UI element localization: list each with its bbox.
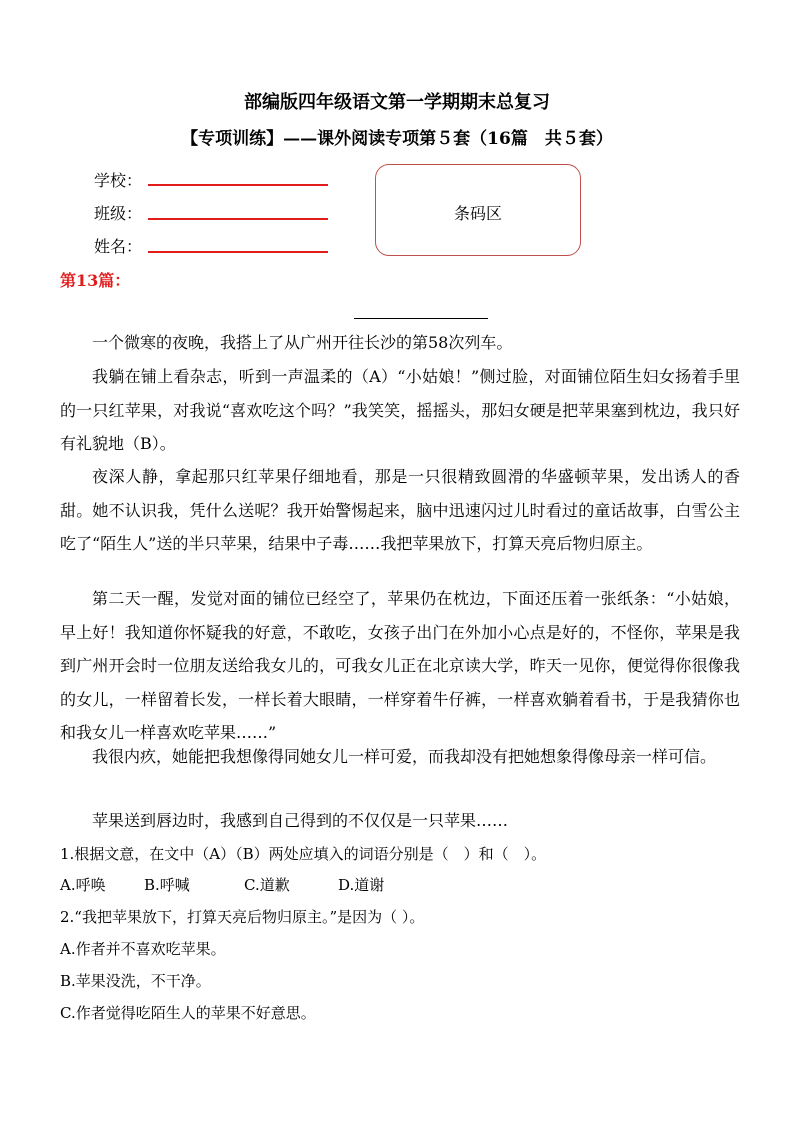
name-label: 姓名： (94, 237, 143, 256)
class-field[interactable] (148, 218, 328, 220)
q1-option-c[interactable]: C.道歉 (244, 876, 290, 894)
document-title: 部编版四年级语文第一学期期末总复习 (244, 92, 550, 113)
passage-title-blank[interactable] (354, 318, 488, 319)
passage-paragraph-4: 第二天一醒，发觉对面的铺位已经空了，苹果仍在枕边，下面还压着一张纸条：“小姑娘，早上好！我知道你怀疑我的好意，不敢吃，女孩子出门在外加小心点是好的，不怪你，苹果是我到广州开会时一位朋友送给我女儿的，可我女儿正在北京读大学，昨天一见你，便觉得你很像我的女儿，一样留着长发，一样长着大眼睛，一样穿着牛仔裤，一样喜欢躺着看书，于是我猜你也和我女儿一样喜欢吃苹果……” (60, 589, 740, 742)
passage-paragraph-6: 苹果送到唇边时，我感到自己得到的不仅仅是一只苹果…… (92, 811, 509, 830)
passage-paragraph-2: 我躺在铺上看杂志，听到一声温柔的（A）“小姑娘！”侧过脸，对面铺位陌生妇女扬着手里的一只红苹果，对我说“喜欢吃这个吗？”我笑笑，摇摇头，那妇女硬是把苹果塞到枕边，我只好有礼貌地（B）。 (60, 367, 740, 453)
section-heading: 第13篇： (60, 271, 131, 290)
passage-paragraph-1: 一个微寒的夜晚，我搭上了从广州开往长沙的第58次列车。 (92, 333, 513, 352)
q1-option-a[interactable]: A.呼唤 (60, 876, 106, 894)
question-1-options (60, 874, 384, 895)
school-label: 学校： (94, 171, 143, 190)
question-2-stem: 2.“我把苹果放下，打算天亮后物归原主。”是因为（ ）。 (60, 908, 425, 926)
document-subtitle: 【专项训练】——课外阅读专项第５套（16篇 共５套） (181, 129, 613, 149)
school-field[interactable] (148, 184, 328, 186)
barcode-label: 条码区 (453, 204, 502, 223)
barcode-area (375, 164, 581, 256)
q1-option-b[interactable]: B.呼喊 (144, 876, 190, 894)
q2-option-a[interactable]: A.作者并不喜欢吃苹果。 (60, 940, 226, 958)
q1-option-d[interactable]: D.道谢 (338, 876, 385, 894)
passage-paragraph-5: 我很内疚，她能把我想像得同她女儿一样可爱，而我却没有把她想象得像母亲一样可信。 (92, 747, 717, 766)
class-label: 班级： (94, 204, 143, 223)
name-field[interactable] (148, 251, 328, 253)
q2-option-c[interactable]: C.作者觉得吃陌生人的苹果不好意思。 (60, 1004, 316, 1022)
question-1-stem: 1.根据文意，在文中（A）（B）两处应填入的词语分别是（ ）和（ ）。 (60, 845, 547, 863)
passage-paragraph-3: 夜深人静，拿起那只红苹果仔细地看，那是一只很精致圆滑的华盛顿苹果，发出诱人的香甜。她不认识我，凭什么送呢？我开始警惕起来，脑中迅速闪过儿时看过的童话故事，白雪公主吃了“陌生人”送的半只苹果，结果中子毒……我把苹果放下，打算天亮后物归原主。 (60, 467, 740, 553)
q2-option-b[interactable]: B.苹果没洗，不干净。 (60, 972, 211, 990)
